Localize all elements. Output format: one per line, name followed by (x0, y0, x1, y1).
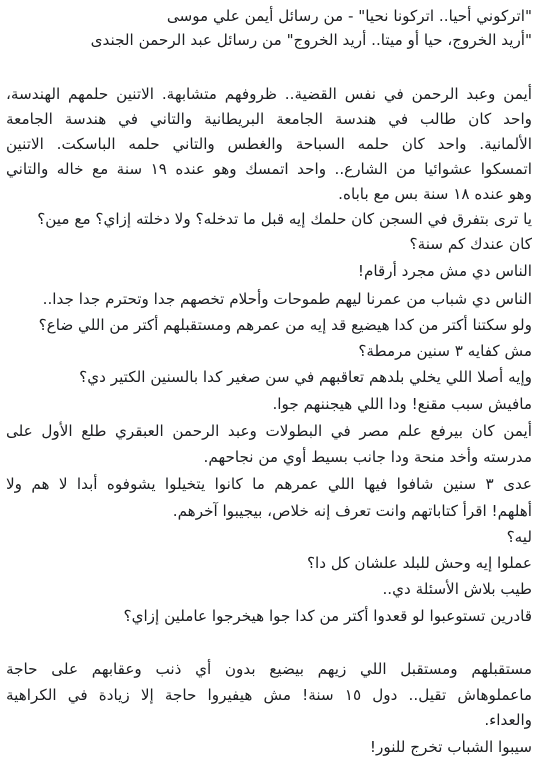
paragraph-line: الناس دي مش مجرد أرقام! (357, 262, 532, 280)
paragraph-line: أيمن كان بيرفع علم مصر في البطولات وعبد الرحمن العبقري طلع الأول على (6, 422, 532, 440)
paragraph-line: مستقبلهم ومستقبل اللي زيهم بيضيع بدون أي ذنب وعقابهم على حاجة (6, 660, 532, 678)
paragraph-line: الناس دي شباب من عمرنا ليهم طموحات وأحلام تخصهم جدا وتحترم جدا جدا.. (42, 290, 532, 308)
paragraph-line: يا ترى بتفرق في السجن كان حلمك إيه قبل ما تدخله؟ ولا دخلته إزاي؟ مع مين؟ (37, 210, 532, 228)
paragraph-line: عملوا إيه وحش للبلد علشان كل دا؟ (306, 554, 532, 572)
paragraph-line: واحد كان طالب في هندسة الجامعة البريطانية والتاني في هندسة الجامعة (6, 110, 532, 128)
paragraph-line: أهلهم! اقرأ كتاباتهم وانت تعرف إنه خلاص، بيجيبوا آخرهم. (172, 502, 532, 520)
paragraph-line: أيمن وعبد الرحمن في نفس القضية.. ظروفهم متشابهة. الاتنين حلمهم الهندسة، (6, 85, 532, 103)
paragraph-line: اتمسكوا عشوائيا من الشارع.. واحد اتمسك وهو عنده ١٩ سنة مع خاله والتاني (6, 160, 532, 178)
quote-ayman: "اتركوني أحيا.. اتركونا نحيا" - من رسائل أيمن علي موسى (166, 7, 532, 25)
paragraph-line: ماعملوهاش تقيل.. دول ١٥ سنة! مش هيفيروا حاجة إلا زيادة في الكراهية (6, 686, 532, 704)
paragraph-line: مدرسته وأخد منحة ودا جانب بسيط أوي من نجاحهم. (203, 448, 532, 466)
paragraph-line: ولو سكتنا أكتر من كدا هيضيع قد إيه من عمرهم ومستقبلهم أكتر من اللي ضاع؟ (38, 316, 532, 334)
paragraph-line: ليه؟ (506, 528, 532, 546)
paragraph-line: الألمانية. واحد كان حلمه السباحة والغطس والتاني حلمه الباسكت. الاتنين (6, 135, 532, 153)
paragraph-line: مافيش سبب مقنع! ودا اللي هيجننهم جوا. (272, 395, 532, 413)
paragraph-line: وهو عنده ١٨ سنة بس مع باباه. (338, 185, 532, 203)
paragraph-line: عدى ٣ سنين شافوا فيها اللي عمرهم ما كانوا يتخيلوا يشوفوه أبدا لا هم ولا (6, 475, 532, 493)
paragraph-line: كان عندك كم سنة؟ (409, 235, 532, 253)
paragraph-line: وإيه أصلا اللي يخلي بلدهم تعاقبهم في سن صغير كدا بالسنين الكتير دي؟ (79, 368, 532, 386)
paragraph-line: قادرين تستوعبوا لو قعدوا أكتر من كدا جوا هيخرجوا عاملين إزاي؟ (123, 607, 532, 625)
quote-abdelrahman: "أريد الخروج، حيا أو ميتا.. أريد الخروج" من رسائل عبد الرحمن الجندى (90, 31, 532, 49)
paragraph-line: مش كفايه ٣ سنين مرمطة؟ (358, 342, 532, 360)
closing-line: سيبوا الشباب تخرج للنور! (369, 738, 532, 756)
paragraph-line: والعداء. (484, 711, 532, 729)
paragraph-line: طيب بلاش الأسئلة دي.. (382, 580, 532, 598)
